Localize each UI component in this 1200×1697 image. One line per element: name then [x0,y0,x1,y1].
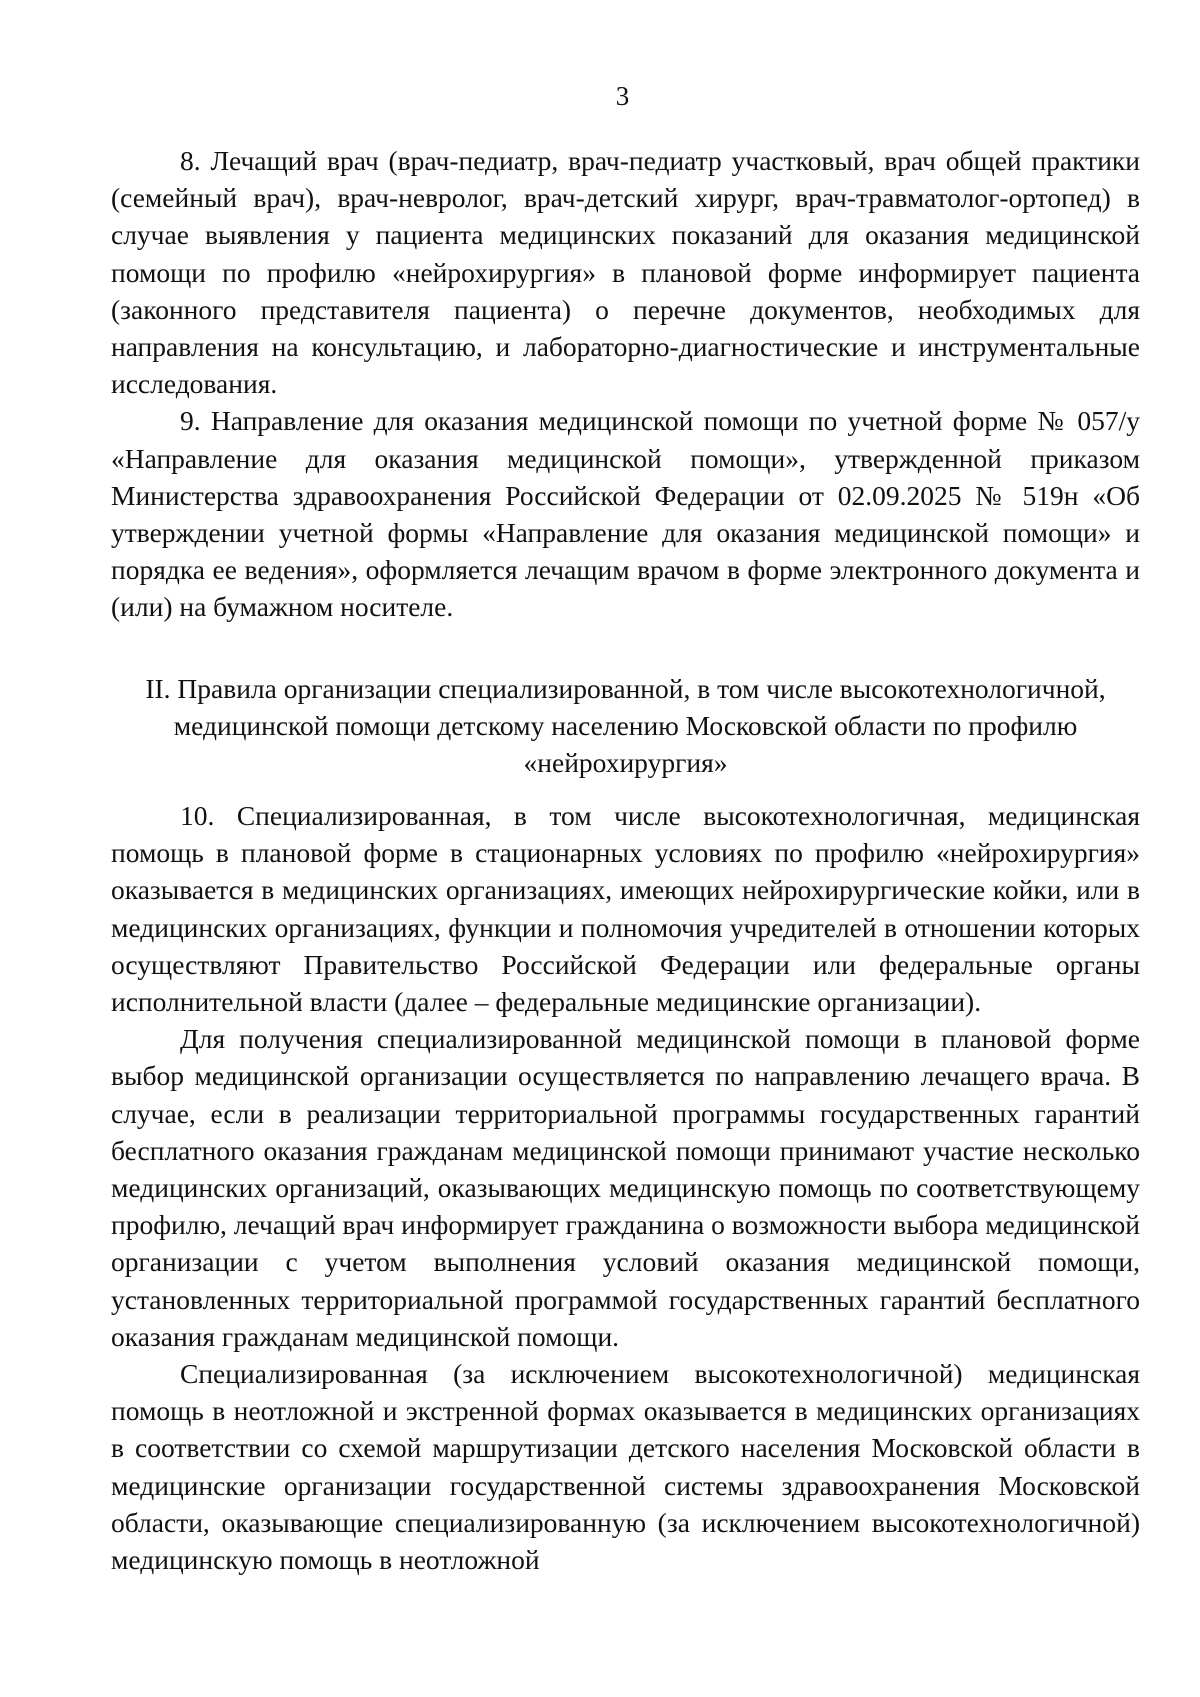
paragraph-8: 8. Лечащий врач (врач-педиатр, врач-педиатр участковый, врач общей практики (семейный врач), врач-невролог, врач-детский хирург, врач-травматолог-ортопед) в случае выявления у пациента медицинских показаний для оказания медицинской помощи по профилю «нейрохирургия» в плановой форме информирует пациента (законного представителя пациента) о перечне документов, необходимых для направления на консультацию, и лабораторно-диагностические и инструментальные исследования. [111,145,1140,400]
paragraph-10: 10. Специализированная, в том числе высокотехнологичная, медицинская помощь в плановой форме в стационарных условиях по профилю «нейрохирургия» оказывается в медицинских организациях, имеющих нейрохирургические койки, или в медицинских организациях, функции и полномочия учредителей в отношении которых осуществляют Правительство Российской Федерации или федеральные органы исполнительной власти (далее – федеральные медицинские организации). [111,800,1140,1018]
page-number: 3 [615,81,630,111]
section-heading-line-2: медицинской помощи детскому населению Московской области по профилю [173,710,1078,741]
section-heading [111,670,1140,781]
paragraphs-block-bottom [111,797,1140,1578]
section-heading-line-3: «нейрохирургия» [523,747,728,778]
paragraph-emergency-care: Специализированная (за исключением высокотехнологичной) медицинская помощь в неотложной и экстренной формах оказывается в медицинских организациях в соответствии со схемой маршрутизации детского населения Московской области в медицинские организации государственной системы здравоохранения Московской области, оказывающие специализированную (за исключением высокотехнологичной) медицинскую помощь в неотложной [111,1358,1140,1576]
paragraph-plan-choice: Для получения специализированной медицинской помощи в плановой форме выбор медицинской организации осуществляется по направлению лечащего врача. В случае, если в реализации территориальной программы государственных гарантий бесплатного оказания гражданам медицинской помощи принимают участие несколько медицинских организаций, оказывающих медицинскую помощь по соответствующему профилю, лечащий врач информирует гражданина о возможности выбора медицинской организации с учетом выполнения условий оказания медицинской помощи, установленных территориальной программой государственных гарантий бесплатного оказания гражданам медицинской помощи. [111,1023,1140,1352]
section-heading-line-1: II. Правила организации специализированной, в том числе высокотехнологичной, [145,673,1106,704]
paragraph-9: 9. Направление для оказания медицинской помощи по учетной форме № 057/у «Направление для оказания медицинской помощи», утвержденной приказом Министерства здравоохранения Российской Федерации от 02.09.2025 № 519н «Об утверждении учетной формы «Направление для оказания медицинской помощи» и порядка ее ведения», оформляется лечащим врачом в форме электронного документа и (или) на бумажном носителе. [111,405,1140,623]
paragraphs-block-top [111,142,1140,626]
